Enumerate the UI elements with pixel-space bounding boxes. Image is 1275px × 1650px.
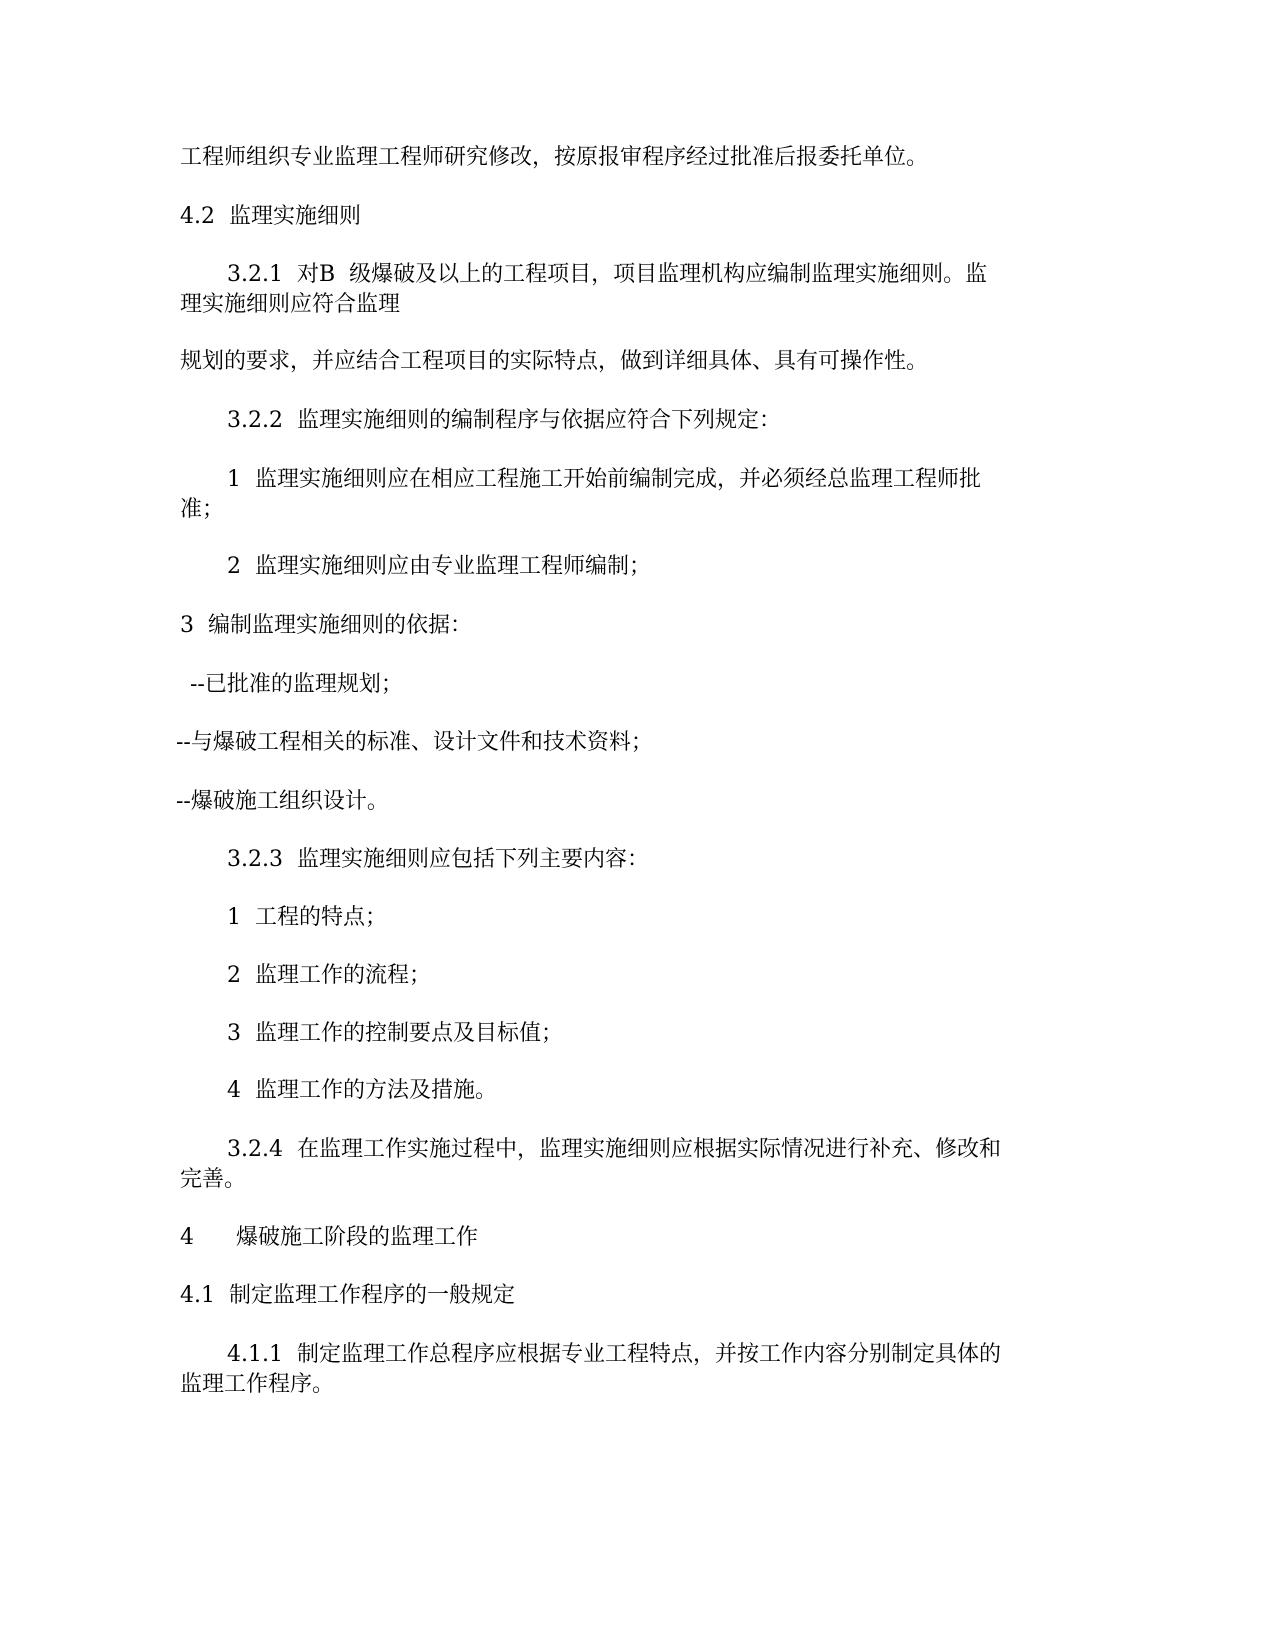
clause-3-2-2: 3.2.2 监理实施细则的编制程序与依据应符合下列规定： xyxy=(227,408,781,433)
item-3: 3 编制监理实施细则的依据： xyxy=(180,613,472,638)
content-item-4: 4 监理工作的方法及措施。 xyxy=(227,1078,497,1103)
item-2: 2 监理实施细则应由专业监理工程师编制； xyxy=(227,554,651,579)
item-1-line-1: 1 监理实施细则应在相应工程施工开始前编制完成，并必须经总监理工程师批 xyxy=(227,467,981,492)
clause-3-2-4-line-1: 3.2.4 在监理工作实施过程中，监理实施细则应根据实际情况进行补充、修改和 xyxy=(227,1137,1001,1162)
basis-item-2: --与爆破工程相关的标准、设计文件和技术资料； xyxy=(176,730,653,755)
clause-4-1-1-line-1: 4.1.1 制定监理工作总程序应根据专业工程特点，并按工作内容分别制定具体的 xyxy=(227,1342,1001,1367)
section-heading-4-2: 4.2 监理实施细则 xyxy=(180,204,361,229)
content-item-3: 3 监理工作的控制要点及目标值； xyxy=(227,1021,563,1046)
section-heading-4-1: 4.1 制定监理工作程序的一般规定 xyxy=(180,1283,515,1308)
item-1-line-2: 准； xyxy=(180,497,225,522)
basis-item-3: --爆破施工组织设计。 xyxy=(176,789,389,814)
clause-3-2-1-line-2: 理实施细则应符合监理 xyxy=(180,292,401,317)
chapter-heading-4: 4 爆破施工阶段的监理工作 xyxy=(180,1225,478,1250)
clause-3-2-1-line-3: 规划的要求，并应结合工程项目的实际特点，做到详细具体、具有可操作性。 xyxy=(180,349,929,374)
basis-item-1: --已批准的监理规划； xyxy=(190,672,403,697)
clause-4-1-1-line-2: 监理工作程序。 xyxy=(180,1372,335,1397)
content-item-1: 1 工程的特点； xyxy=(227,905,387,930)
clause-3-2-3: 3.2.3 监理实施细则应包括下列主要内容： xyxy=(227,847,649,872)
content-item-2: 2 监理工作的流程； xyxy=(227,963,431,988)
clause-3-2-1-line-1: 3.2.1 对B 级爆破及以上的工程项目，项目监理机构应编制监理实施细则。监 xyxy=(227,262,988,287)
text-line-continuation: 工程师组织专业监理工程师研究修改，按原报审程序经过批准后报委托单位。 xyxy=(180,145,929,170)
clause-3-2-4-line-2: 完善。 xyxy=(180,1167,247,1192)
